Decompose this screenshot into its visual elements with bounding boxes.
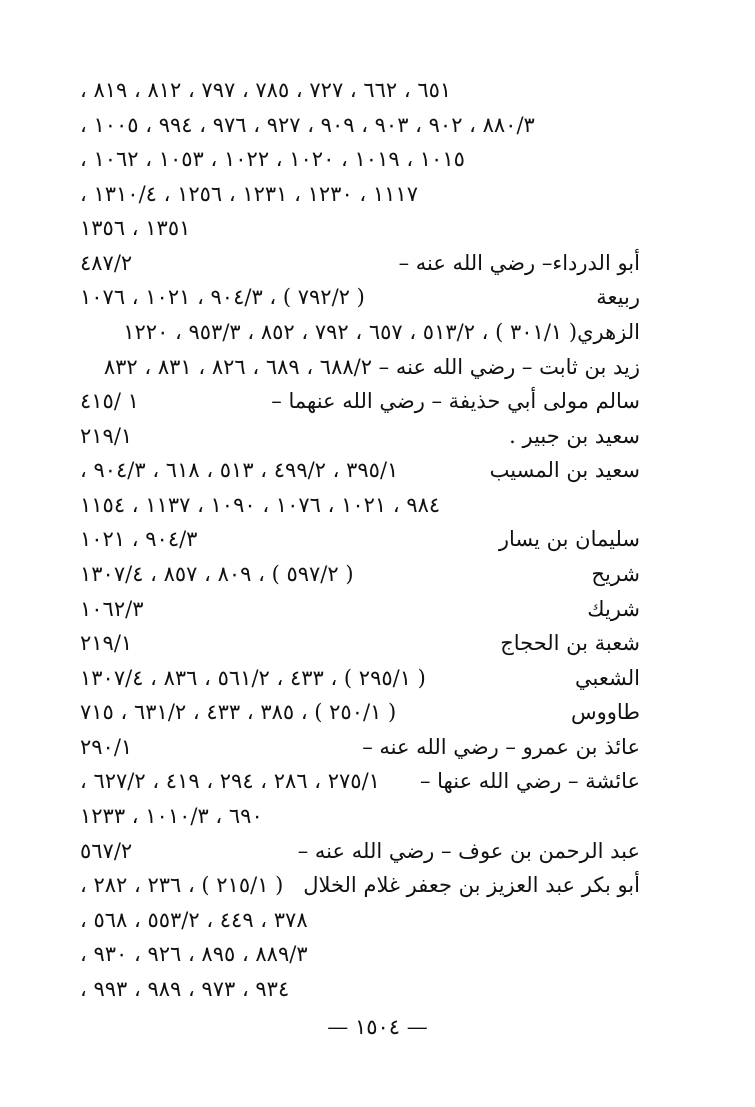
index-line [80,764,640,798]
index-line [80,557,640,591]
entry-references: ٣٧٨ ، ٤٤٩ ، ٥٥٣/٢ ، ٥٦٨ ، [80,908,308,932]
entry-references: ٤٨٧/٢ [80,251,133,275]
entry-references: ٣٩٥/١ ، ٤٩٩/٢ ، ٥١٣ ، ٦١٨ ، ٩٠٤/٣ ، [80,458,399,482]
index-line [80,799,640,833]
entry-references: ٢٩٠/١ [80,735,133,759]
entry-references: ( ٢١٥/١ ) ، ٢٣٦ ، ٢٨٢ ، [80,873,284,897]
index-line [80,626,640,660]
entry-references: ٨٨٠/٣ ، ٩٠٢ ، ٩٠٣ ، ٩٠٩ ، ٩٢٧ ، ٩٧٦ ، ٩٩٤ ، ١٠٠٥ ، [80,113,535,137]
page-number: — ١٥٠٤ — [327,1015,428,1039]
entry-name: أبو بكر عبد العزيز بن جعفر غلام الخلال [303,873,640,897]
index-line [80,246,640,280]
index-line [80,142,640,176]
entry-references: ( ٢٥٠/١ ) ، ٣٨٥ ، ٤٣٣ ، ٦٣١/٢ ، ٧١٥ [80,700,397,724]
entry-name: ربيعة [596,285,640,309]
entry-name: سليمان بن يسار [498,527,640,551]
entry-references: ٩٠٤/٣ ، ١٠٢١ [80,527,198,551]
entry-name: زيد بن ثابت – رضي الله عنه – ٦٨٨/٢ ، ٦٨٩ ، ٨٢٦ ، ٨٣١ ، ٨٣٢ [103,355,640,379]
entry-references: ١١١٧ ، ١٢٣٠ ، ١٢٣١ ، ١٢٥٦ ، ١٣١٠/٤ ، [80,182,418,206]
entry-name: سعيد بن جبير . [509,424,640,448]
entry-name: سعيد بن المسيب [489,458,640,482]
entry-references: ٢١٩/١ [80,424,133,448]
entry-references: ١٠١٥ ، ١٠١٩ ، ١٠٢٠ ، ١٠٢٢ ، ١٠٥٣ ، ١٠٦٢ ، [80,147,465,171]
index-line [80,350,640,384]
index-line [80,488,640,522]
entry-references: ١٣٥١ ، ١٣٥٦ [80,216,191,240]
entry-name: شعبة بن الحجاج [500,631,640,655]
entry-name: عائشة – رضي الله عنها – [419,769,640,793]
entry-name: الشعبي [575,666,640,690]
index-line [80,453,640,487]
entry-references: ( ٧٩٢/٢ ) ، ٩٠٤/٣ ، ١٠٢١ ، ١٠٧٦ [80,285,365,309]
entry-references: ٥٦٧/٢ [80,839,133,863]
entry-references: ٩٨٤ ، ١٠٢١ ، ١٠٧٦ ، ١٠٩٠ ، ١١٣٧ ، ١١٥٤ [80,493,441,517]
entry-name: أبو الدرداء– رضي الله عنه – [398,251,640,275]
index-line [80,834,640,868]
entry-name: شريك [587,597,640,621]
entry-references: ١٠٦٢/٣ [80,597,144,621]
index-line [80,280,640,314]
entry-name: سالم مولى أبي حذيفة – رضي الله عنهما – [271,389,640,413]
index-line [80,384,640,418]
entry-name: الزهري( ٣٠١/١ ) ، ٥١٣/٢ ، ٦٥٧ ، ٧٩٢ ، ٨٥٢ ، ٩٥٣/٣ ، ١٢٢٠ [123,320,640,344]
index-line [80,903,640,937]
index-line [80,211,640,245]
index-line [80,868,640,902]
index-line [80,419,640,453]
entry-references: ٦٩٠ ، ١٠١٠/٣ ، ١٢٣٣ [80,804,263,828]
index-line [80,177,640,211]
index-line [80,592,640,626]
entry-references: ٩٣٤ ، ٩٧٣ ، ٩٨٩ ، ٩٩٣ ، [80,977,290,1001]
entry-name: عبد الرحمن بن عوف – رضي الله عنه – [297,839,640,863]
index-line [80,937,640,971]
entry-references: ٢١٩/١ [80,631,133,655]
entry-references: ( ٢٩٥/١ ) ، ٤٣٣ ، ٥٦١/٢ ، ٨٣٦ ، ١٣٠٧/٤ [80,666,426,690]
entry-references: ٢٧٥/١ ، ٢٨٦ ، ٢٩٤ ، ٤١٩ ، ٦٢٧/٢ ، [80,769,380,793]
index-line [80,661,640,695]
index-line [80,315,640,349]
index-line [80,730,640,764]
entry-references: ( ٥٩٧/٢ ) ، ٨٠٩ ، ٨٥٧ ، ١٣٠٧/٤ [80,562,354,586]
entry-name: عائذ بن عمرو – رضي الله عنه – [362,735,640,759]
index-line [80,73,640,107]
index-line [80,972,640,1006]
entry-references: ١ /٤١٥ [80,389,139,413]
index-line [80,108,640,142]
index-line [80,695,640,729]
index-line [80,522,640,556]
entry-references: ٦٥١ ، ٦٦٢ ، ٧٢٧ ، ٧٨٥ ، ٧٩٧ ، ٨١٢ ، ٨١٩ ، [80,78,452,102]
entry-name: طاووس [570,700,640,724]
entry-references: ٨٨٩/٣ ، ٨٩٥ ، ٩٢٦ ، ٩٣٠ ، [80,942,308,966]
entry-name: شريح [591,562,640,586]
